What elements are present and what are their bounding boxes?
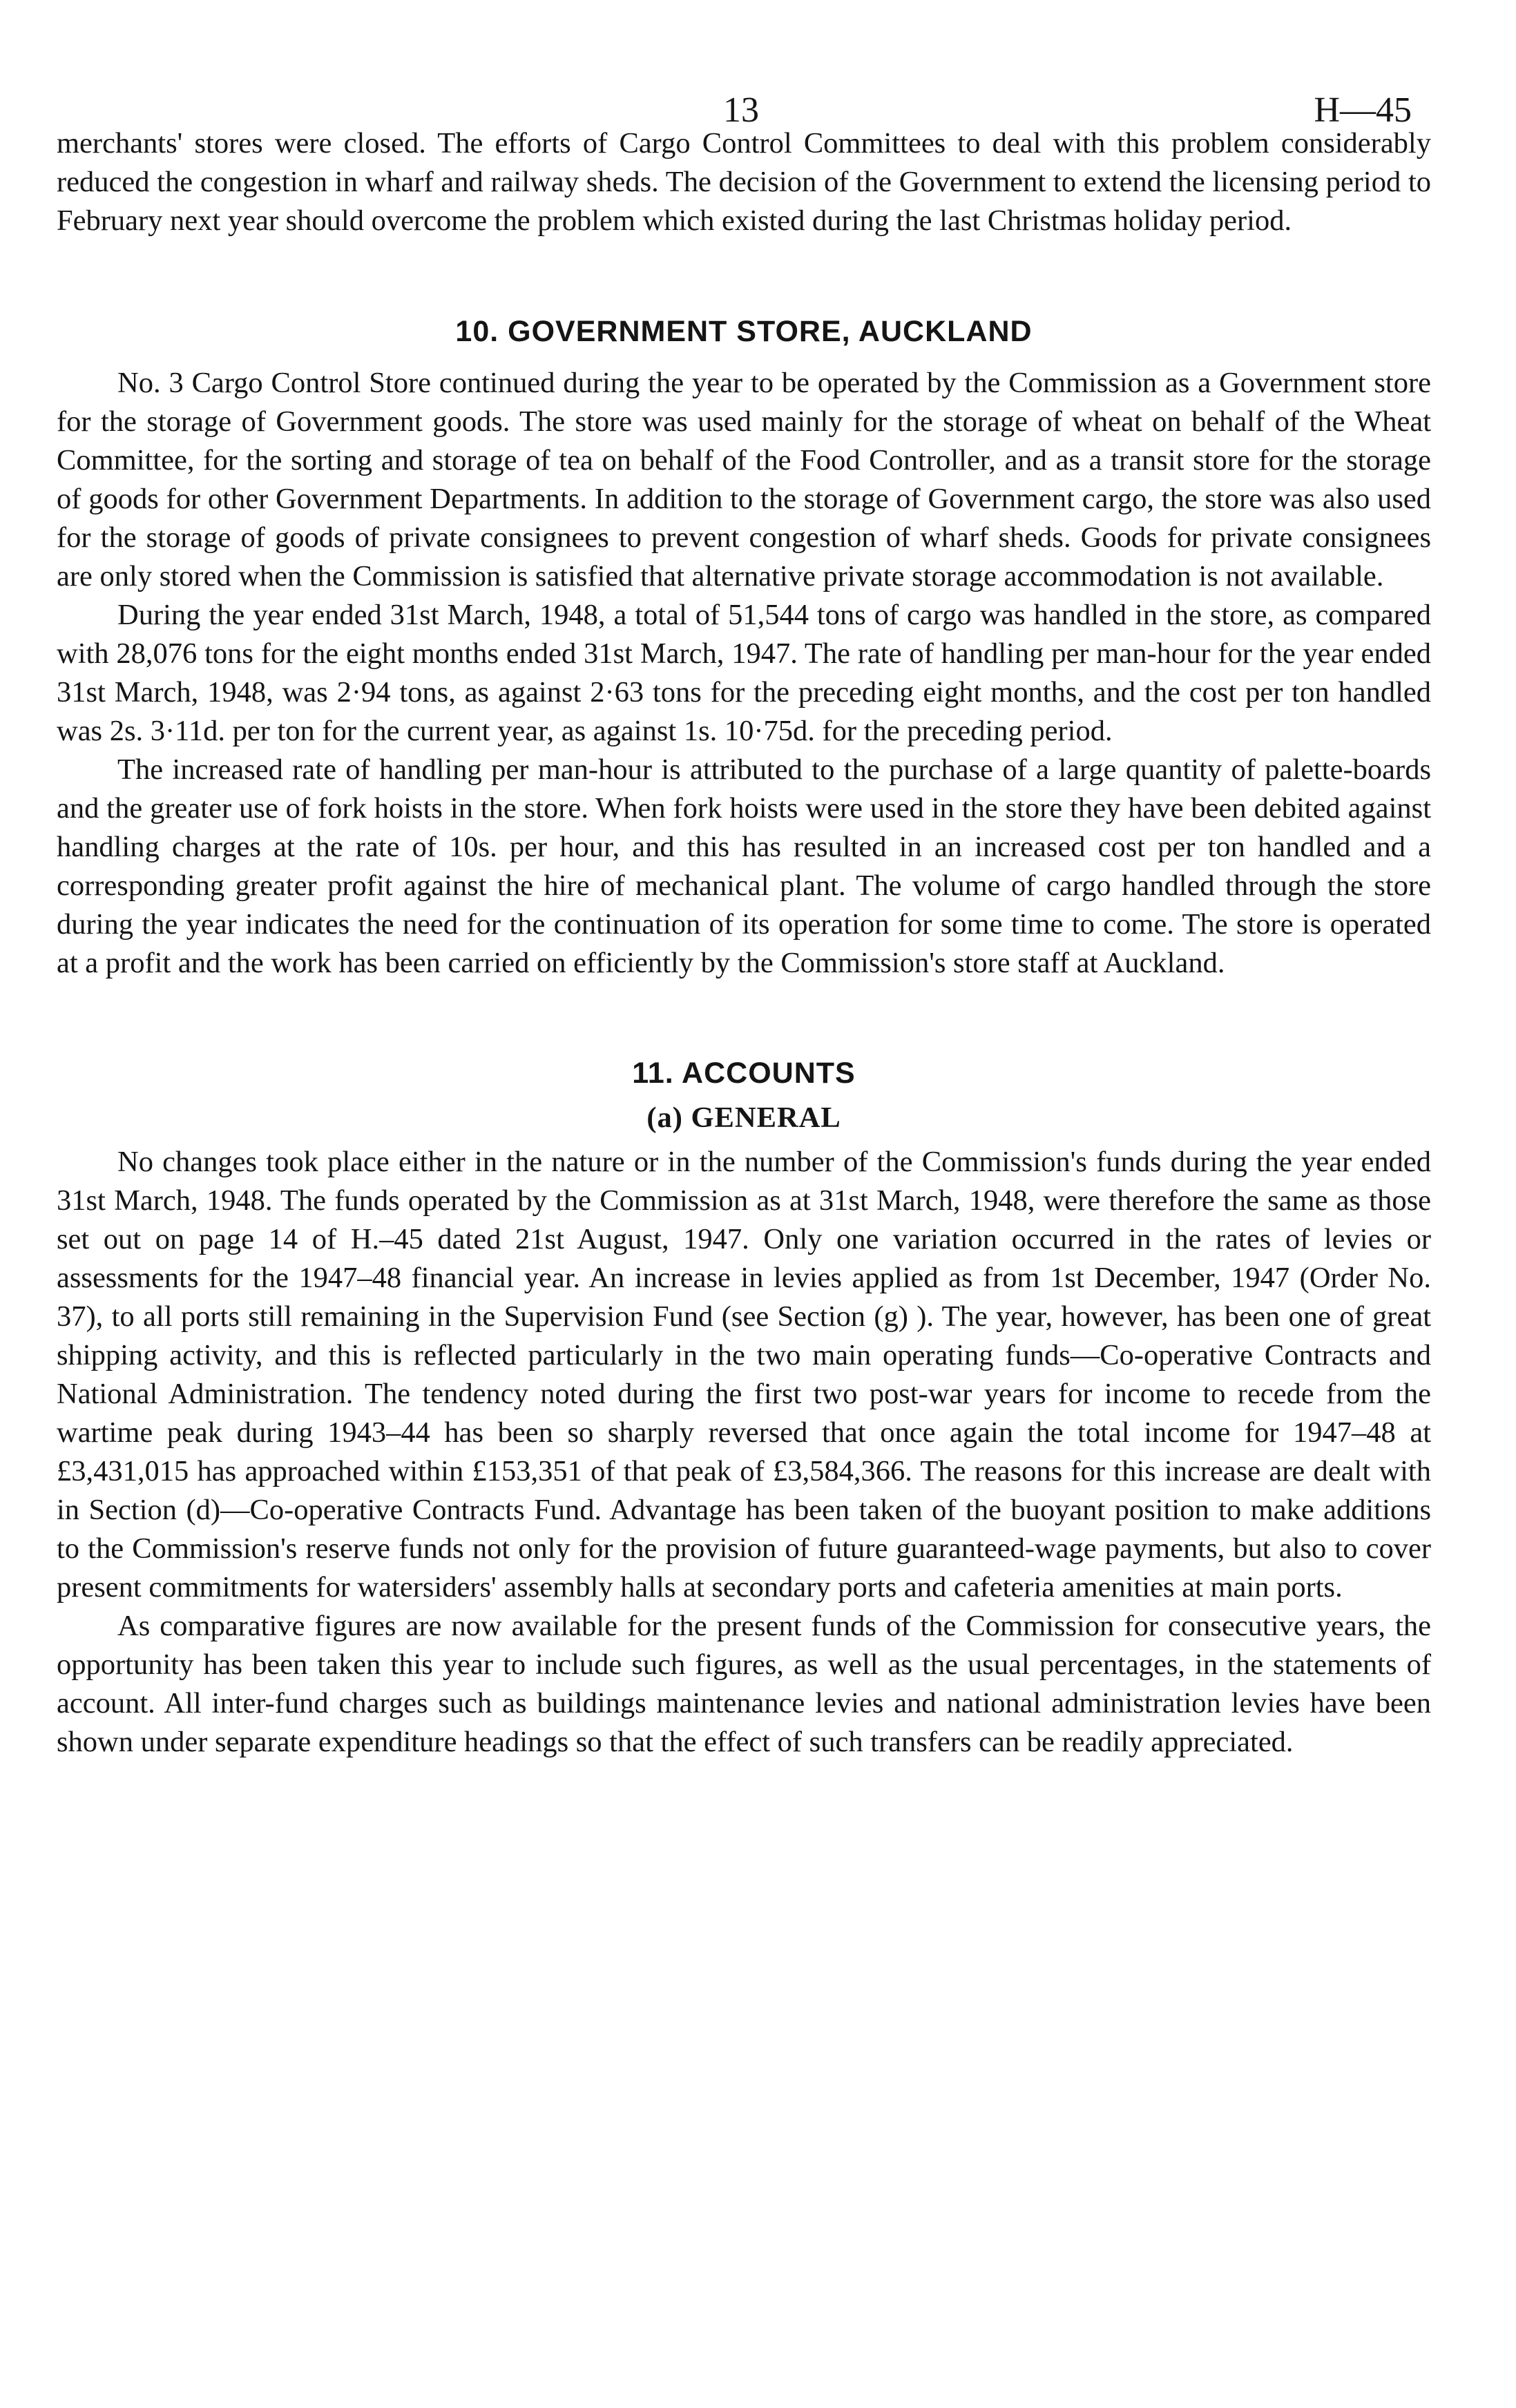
document-reference: H—45: [1314, 90, 1412, 130]
section-heading-government-store: 10. GOVERNMENT STORE, AUCKLAND: [455, 315, 1033, 348]
government-store-paragraph-2: During the year ended 31st March, 1948, a total of 51,544 tons of cargo was handled in the store, as compared with 28,076 tons for the eight months ended 31st March, 1947. The rate of handling per man-hour for the year ended 31st March, 1948, was 2·94 tons, as against 2·63 tons for the preceding eight months, and the cost per ton handled was 2s. 3·11d. per ton for the current year, as against 1s. 10·75d. for the preceding period.: [57, 599, 1431, 747]
accounts-paragraph-2: As comparative figures are now available for the present funds of the Commission for consecutive years, the opportunity has been taken this year to include such figures, as well as the usual percentages, in the statements of account. All inter-fund charges such as buildings maintenance levies and national administration levies have been shown under separate expenditure headings so that the effect of such transfers can be readily appreciated.: [57, 1610, 1431, 1758]
government-store-paragraph-3: The increased rate of handling per man-hour is attributed to the purchase of a large quantity of palette-boards and the greater use of fork hoists in the store. When fork hoists were used in the store they have been debited against handling charges at the rate of 10s. per hour, and this has resulted in an increased cost per ton handled and a corresponding greater profit against the hire of mechanical plant. The volume of cargo handled through the store during the year indicates the need for the continuation of its operation for some time to come. The store is operated at a profit and the work has been carried on efficiently by the Commission's store staff at Auckland.: [57, 753, 1431, 979]
government-store-paragraph-1: No. 3 Cargo Control Store continued during the year to be operated by the Commission as a Government store for the storage of Government goods. The store was used mainly for the storage of wheat on behalf of the Wheat Committee, for the sorting and storage of tea on behalf of the Food Controller, and as a transit store for the storage of goods for other Government Departments. In addition to the storage of Government cargo, the store was also used for the storage of goods of private consignees to prevent congestion of wharf sheds. Goods for private consignees are only stored when the Commission is satisfied that alternative private storage accommodation is not available.: [57, 367, 1431, 593]
subheading-general: (a) GENERAL: [646, 1101, 841, 1134]
continued-paragraph: merchants' stores were closed. The efforts of Cargo Control Committees to deal with this problem considerably reduced the congestion in wharf and railway sheds. The decision of the Government to extend the licensing period to February next year should overcome the problem which existed during the last Christmas holiday period.: [57, 127, 1431, 237]
accounts-paragraph-1: No changes took place either in the nature or in the number of the Commission's funds during the year ended 31st March, 1948. The funds operated by the Commission as at 31st March, 1948, were therefore the same as those set out on page 14 of H.–45 dated 21st August, 1947. Only one variation occurred in the rates of levies or assessments for the 1947–48 financial year. An increase in levies applied as from 1st December, 1947 (Order No. 37), to all ports still remaining in the Supervision Fund (see Section (g) ). The year, however, has been one of great shipping activity, and this is reflected particularly in the two main operating funds—Co-operative Contracts and National Administration. The tendency noted during the first two post-war years for income to recede from the wartime peak during 1943–44 has been so sharply reversed that once again the total income for 1947–48 at £3,431,015 has approached within £153,351 of that peak of £3,584,366. The reasons for this increase are dealt with in Section (d)—Co-operative Contracts Fund. Advantage has been taken of the buoyant position to make additions to the Commission's reserve funds not only for the provision of future guaranteed-wage payments, but also to cover present commitments for watersiders' assembly halls at secondary ports and cafeteria amenities at main ports.: [57, 1146, 1431, 1603]
page-header: [57, 69, 1431, 130]
document-page: [57, 69, 1431, 1762]
page-number: 13: [723, 90, 759, 130]
section-heading-accounts: 11. ACCOUNTS: [632, 1057, 856, 1090]
